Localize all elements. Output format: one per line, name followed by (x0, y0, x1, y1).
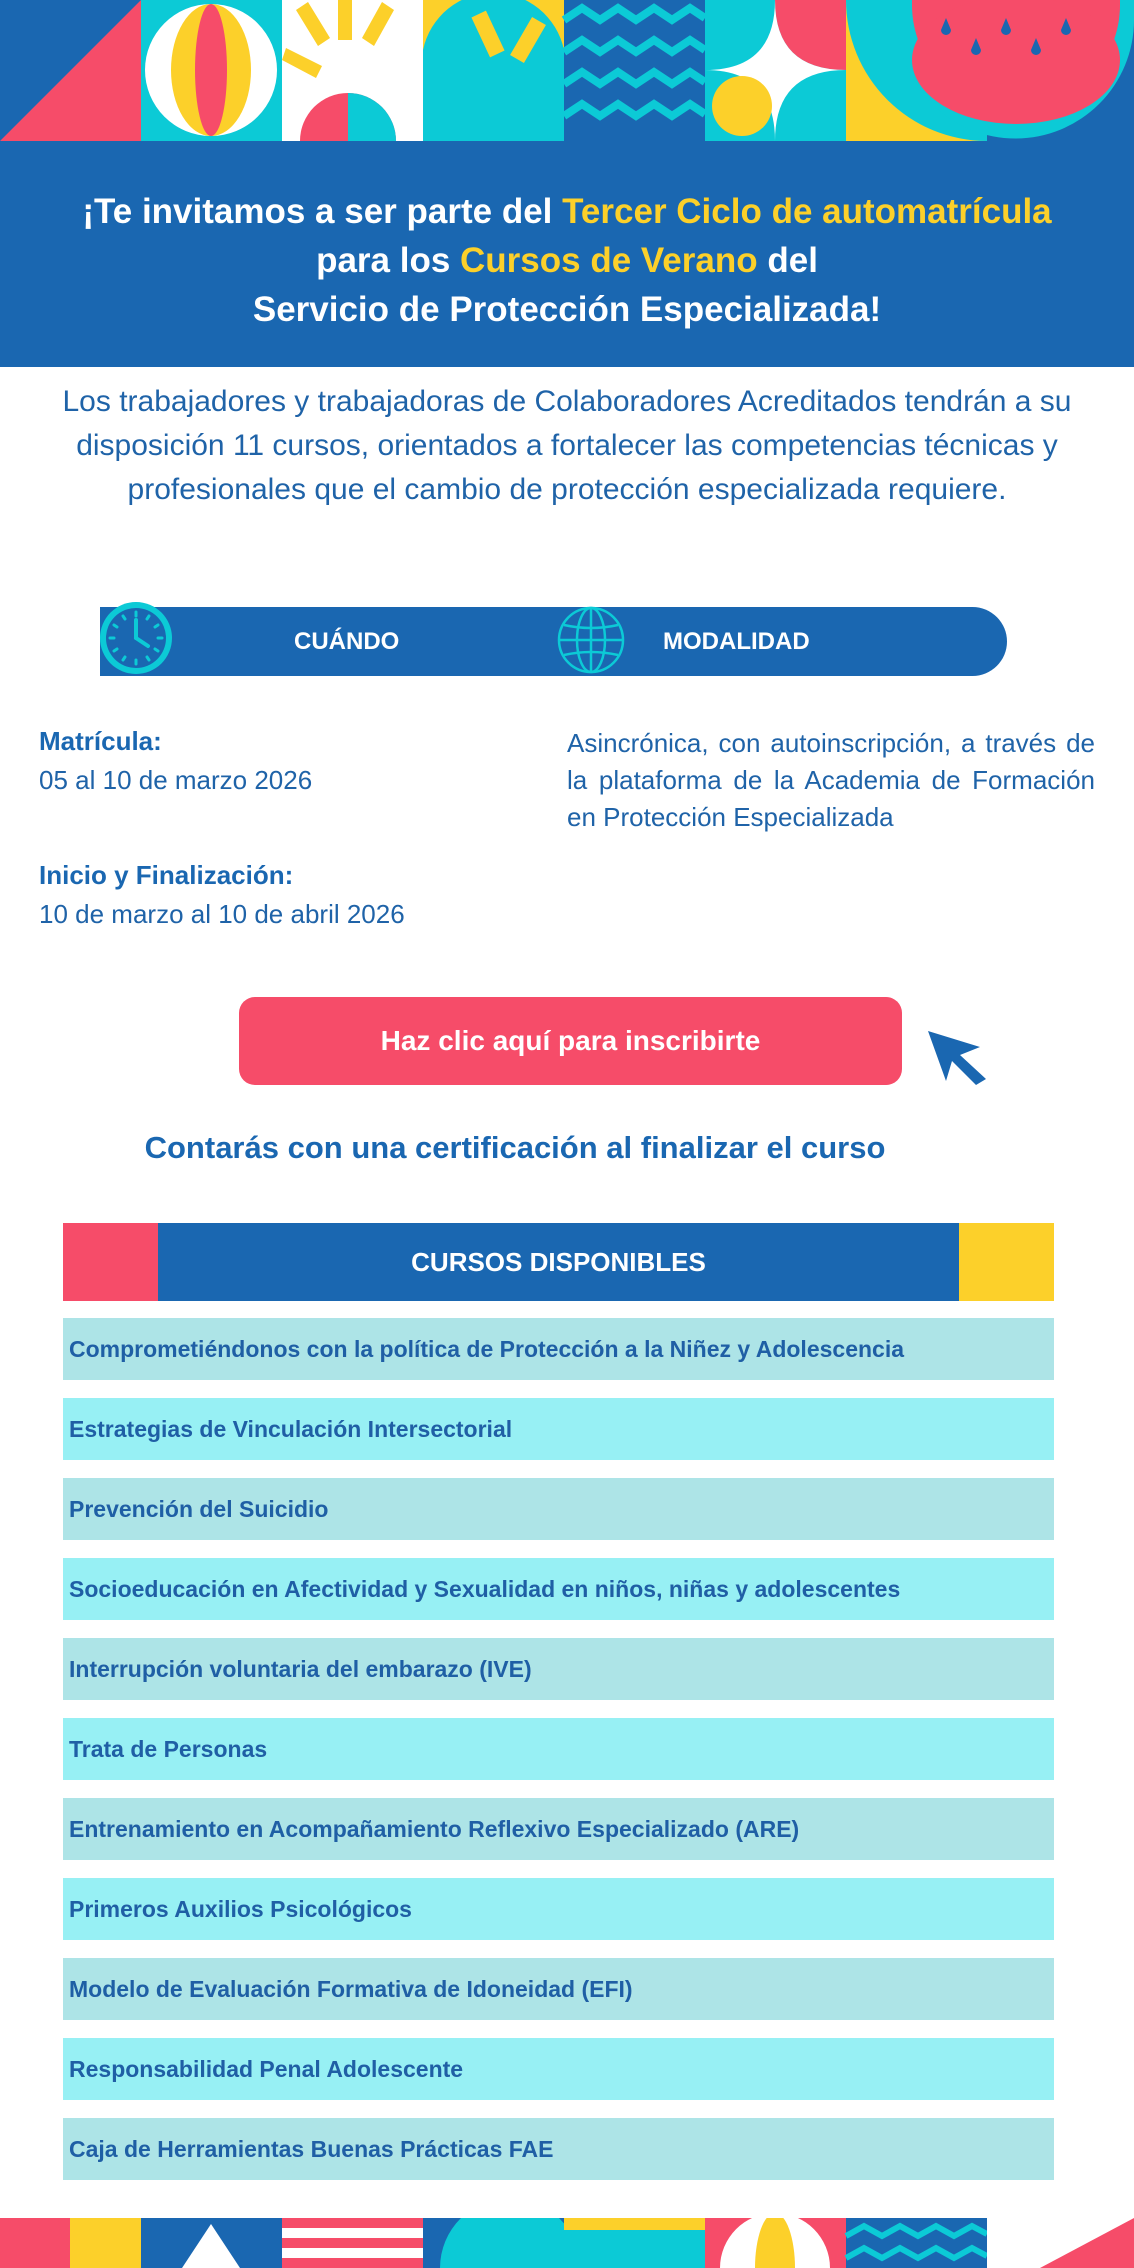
bottom-decorative-banner (0, 2218, 1134, 2268)
course-item[interactable]: Modelo de Evaluación Formativa de Idoneidad (EFI) (63, 1958, 1054, 2020)
header-banner (0, 141, 1134, 367)
header-accent-yellow (959, 1223, 1054, 1301)
enroll-button[interactable]: Haz clic aquí para inscribirte (239, 997, 902, 1085)
intro-paragraph: Los trabajadores y trabajadoras de Colaboradores Acreditados tendrán a su disposición 11 cursos, orientados a fortalecer las competencias técnicas y profesionales que el cambio de protección especializada requiere. (62, 385, 1072, 506)
header-highlight: Cursos de Verano (460, 241, 758, 280)
period-dates: 10 de marzo al 10 de abril 2026 (39, 899, 405, 929)
course-item[interactable]: Interrupción voluntaria del embarazo (IVE) (63, 1638, 1054, 1700)
period-title: Inicio y Finalización: (39, 860, 294, 890)
header-line-3: Servicio de Protección Especializada! (252, 290, 882, 329)
courses-title: CURSOS DISPONIBLES (158, 1223, 959, 1301)
enrollment-dates: 05 al 10 de marzo 2026 (39, 765, 313, 795)
course-item[interactable]: Primeros Auxilios Psicológicos (63, 1878, 1054, 1940)
header-text: para los (316, 241, 461, 280)
modality-text: Asincrónica, con autoinscripción, a través de la plataforma de la Academia de Formación en Protección Especializada (567, 728, 1095, 832)
course-item[interactable]: Comprometiéndonos con la política de Protección a la Niñez y Adolescencia (63, 1318, 1054, 1380)
courses-header (63, 1223, 1054, 1301)
header-line-1 (0, 187, 1134, 236)
modality-label: MODALIDAD (663, 628, 810, 655)
header-highlight: Tercer Ciclo de automatrícula (562, 192, 1052, 231)
header-accent-pink (63, 1223, 158, 1301)
course-item[interactable]: Entrenamiento en Acompañamiento Reflexivo Especializado (ARE) (63, 1798, 1054, 1860)
course-item[interactable]: Caja de Herramientas Buenas Prácticas FAE (63, 2118, 1054, 2180)
clock-icon (98, 600, 174, 676)
top-decorative-banner (0, 0, 1134, 141)
course-item[interactable]: Responsabilidad Penal Adolescente (63, 2038, 1054, 2100)
enrollment-title: Matrícula: (39, 726, 162, 756)
course-item[interactable]: Socioeducación en Afectividad y Sexualidad en niños, niñas y adolescentes (63, 1558, 1054, 1620)
courses-list (63, 1318, 1054, 2198)
header-line-2 (0, 236, 1134, 285)
when-label: CUÁNDO (294, 628, 400, 655)
decorative-pattern (0, 0, 1134, 141)
course-item[interactable]: Trata de Personas (63, 1718, 1054, 1780)
certification-note: Contarás con una certificación al finalizar el curso (144, 1130, 886, 1165)
course-item[interactable]: Estrategias de Vinculación Intersectorial (63, 1398, 1054, 1460)
header-text: ¡Te invitamos a ser parte del (82, 192, 563, 231)
info-bar (100, 607, 1007, 676)
header-text: del (757, 241, 818, 280)
course-item[interactable]: Prevención del Suicidio (63, 1478, 1054, 1540)
globe-icon (556, 605, 626, 675)
decorative-pattern (0, 2218, 1134, 2268)
cursor-arrow-icon (924, 1027, 990, 1087)
